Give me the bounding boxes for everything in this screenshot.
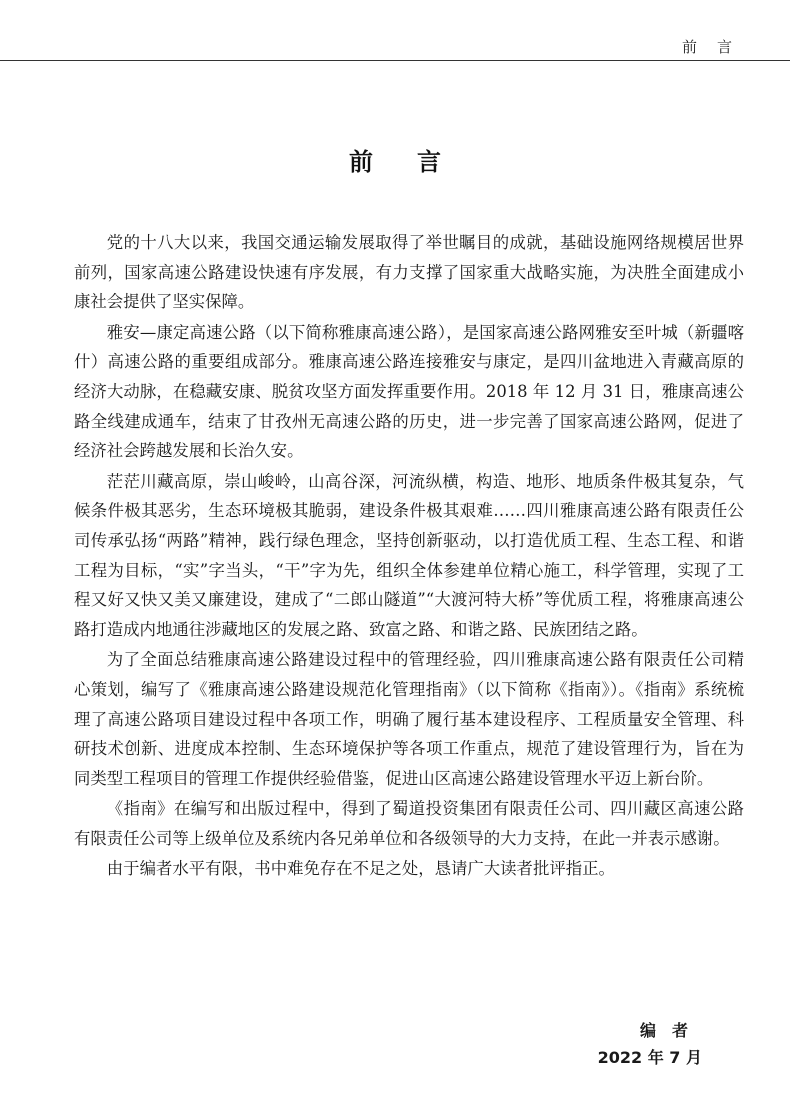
signature-author: 编者: [639, 1021, 704, 1040]
paragraph-3: 茫茫川藏高原，崇山峻岭，山高谷深，河流纵横，构造、地形、地质条件极其复杂，气候条件极其恶劣，生态环境极其脆弱，建设条件极其艰难……四川雅康高速公路有限责任公司传承弘扬“两路”精神，践行绿色理念，坚持创新驱动，以打造优质工程、生态工程、和谐工程为目标，“实”字当头，“干”字为先，组织全体参建单位精心施工，科学管理，实现了工程又好又快又美又廉建设，建成了“二郎山隧道”“大渡河特大桥”等优质工程，将雅康高速公路打造成内地通往涉藏地区的发展之路、致富之路、和谐之路、民族团结之路。: [74, 471, 744, 639]
paragraph-1: 党的十八大以来，我国交通运输发展取得了举世瞩目的成就，基础设施网络规模居世界前列，国家高速公路建设快速有序发展，有力支撑了国家重大战略实施，为决胜全面建成小康社会提供了坚实保障。: [74, 233, 744, 312]
paragraph-6: 由于编者水平有限，书中难免存在不足之处，恳请广大读者批评指正。: [106, 859, 615, 879]
header-rule: [0, 60, 790, 61]
paragraph-4: 为了全面总结雅康高速公路建设过程中的管理经验，四川雅康高速公路有限责任公司精心策划，编写了《雅康高速公路建设规范化管理指南》（以下简称《指南》）。《指南》系统梳理了高速公路项目建设过程中各项工作，明确了履行基本建设程序、工程质量安全管理、科研技术创新、进度成本控制、生态环境保护等各项工作重点，规范了建设管理行为，旨在为同类型工程项目的管理工作提供经验借鉴，促进山区高速公路建设管理水平迈上新台阶。: [74, 650, 744, 788]
page-title: 前言: [349, 148, 485, 176]
signature-date: 2022 年 7 月: [597, 1048, 702, 1067]
signature-block: [598, 1018, 702, 1072]
paragraph-2: 雅安—康定高速公路（以下简称雅康高速公路），是国家高速公路网雅安至叶城（新疆喀什）高速公路的重要组成部分。雅康高速公路连接雅安与康定，是四川盆地进入青藏高原的经济大动脉，在稳藏安康、脱贫攻坚方面发挥重要作用。2018 年 12 月 31 日，雅康高速公路全线建成通车，结束了甘孜州无高速公路的历史，进一步完善了国家高速公路网，促进了经济社会跨越发展和长治久安。: [74, 322, 744, 461]
paragraph-5: 《指南》在编写和出版过程中，得到了蜀道投资集团有限责任公司、四川藏区高速公路有限责任公司等上级单位及系统内各兄弟单位和各级领导的大力支持，在此一并表示感谢。: [74, 799, 744, 848]
running-header: 前言: [681, 38, 752, 56]
body-text: [74, 228, 744, 885]
